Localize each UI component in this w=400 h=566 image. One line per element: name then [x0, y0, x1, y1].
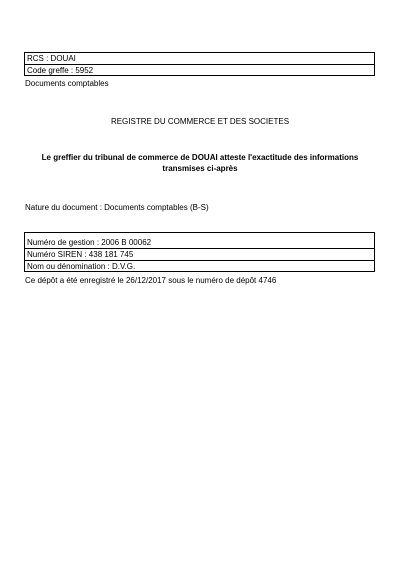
documents-comptables-label: Documents comptables [25, 79, 109, 88]
numero-siren-line: Numéro SIREN : 438 181 745 [25, 249, 374, 261]
nom-line: Nom ou dénomination : D.V.G. [27, 262, 136, 271]
attestation-line-2: transmises ci-après [162, 164, 238, 173]
rcs-box [24, 52, 375, 76]
numero-gestion-line: Numéro de gestion : 2006 B 00062 [25, 237, 374, 249]
gestion-box [24, 232, 375, 272]
depot-statement: Ce dépôt a été enregistré le 26/12/2017 sous le numéro de dépôt 4746 [25, 276, 277, 285]
code-greffe-line: Code greffe : 5952 [27, 66, 94, 75]
attestation-line-1: Le greffier du tribunal de commerce de DOUAI atteste l'exactitude des informations [41, 153, 359, 162]
rcs-line: RCS : DOUAI [25, 53, 374, 65]
nature-document-label: Nature du document : Documents comptables (B-S) [25, 203, 209, 212]
registre-title: REGISTRE DU COMMERCE ET DES SOCIETES [110, 117, 290, 126]
